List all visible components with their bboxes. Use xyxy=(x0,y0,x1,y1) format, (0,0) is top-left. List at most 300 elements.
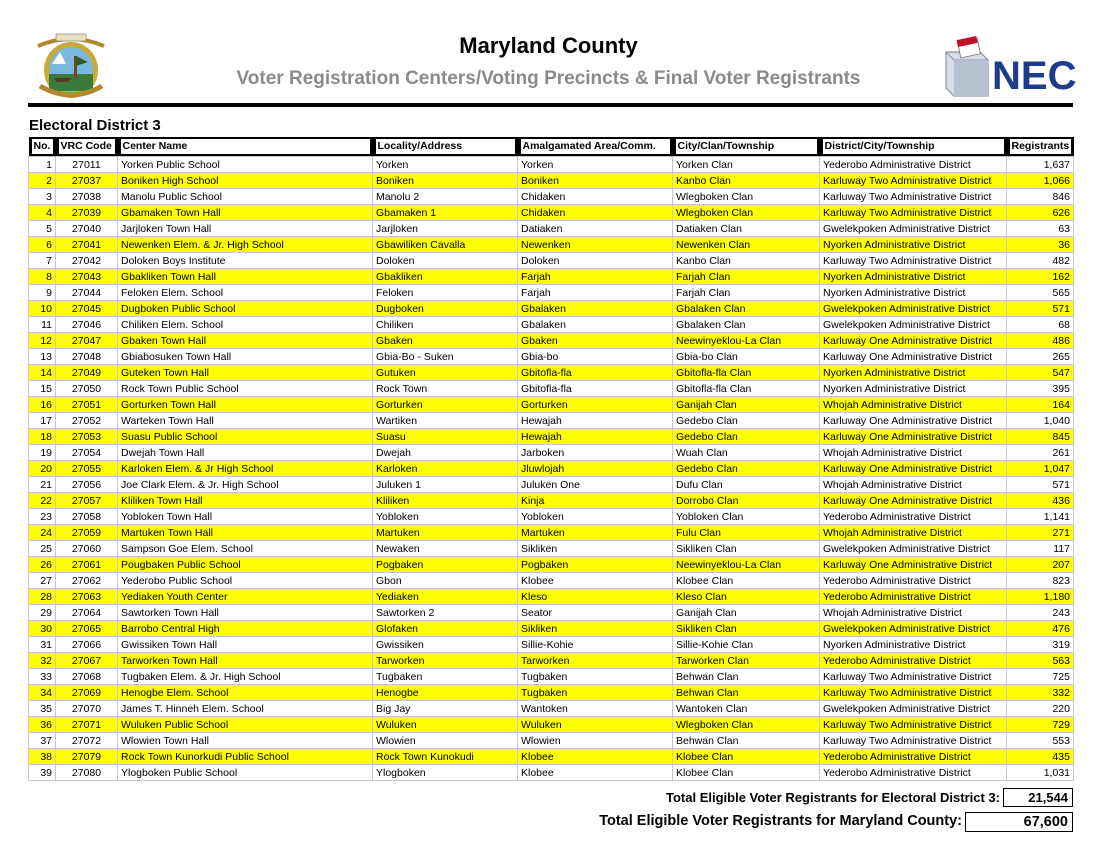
cell-clan: Sikliken Clan xyxy=(673,621,820,637)
cell-district: Nyorken Administrative District xyxy=(820,381,1007,397)
cell-reg: 626 xyxy=(1007,205,1074,221)
cell-clan: Farjah Clan xyxy=(673,285,820,301)
cell-area: Chidaken xyxy=(518,189,673,205)
cell-area: Yorken xyxy=(518,157,673,173)
cell-clan: Ganijah Clan xyxy=(673,397,820,413)
cell-locality: Juluken 1 xyxy=(373,477,518,493)
table-row xyxy=(29,205,1074,221)
table-row xyxy=(29,605,1074,621)
cell-clan: Neewinyeklou-La Clan xyxy=(673,333,820,349)
cell-locality: Dugboken xyxy=(373,301,518,317)
table-row xyxy=(29,717,1074,733)
cell-code: 27041 xyxy=(56,237,118,253)
table-row xyxy=(29,365,1074,381)
col-header-no: No. xyxy=(29,137,56,157)
cell-code: 27060 xyxy=(56,541,118,557)
cell-no: 23 xyxy=(29,509,56,525)
cell-clan: Dufu Clan xyxy=(673,477,820,493)
table-row xyxy=(29,381,1074,397)
cell-locality: Suasu xyxy=(373,429,518,445)
cell-code: 27070 xyxy=(56,701,118,717)
cell-area: Gbitofla-fla xyxy=(518,381,673,397)
cell-no: 17 xyxy=(29,413,56,429)
cell-area: Doloken xyxy=(518,253,673,269)
cell-code: 27056 xyxy=(56,477,118,493)
registration-table xyxy=(28,137,1074,781)
cell-no: 15 xyxy=(29,381,56,397)
cell-area: Newenken xyxy=(518,237,673,253)
cell-district: Karluway Two Administrative District xyxy=(820,189,1007,205)
cell-reg: 68 xyxy=(1007,317,1074,333)
cell-district: Karluway Two Administrative District xyxy=(820,685,1007,701)
cell-district: Nyorken Administrative District xyxy=(820,269,1007,285)
cell-center: Sampson Goe Elem. School xyxy=(118,541,373,557)
cell-area: Kleso xyxy=(518,589,673,605)
cell-locality: Martuken xyxy=(373,525,518,541)
county-total-label: Total Eligible Voter Registrants for Maryland County: xyxy=(599,813,962,829)
cell-area: Farjah xyxy=(518,269,673,285)
district-heading: Electoral District 3 xyxy=(29,117,161,134)
cell-reg: 1,066 xyxy=(1007,173,1074,189)
cell-center: Warteken Town Hall xyxy=(118,413,373,429)
cell-code: 27054 xyxy=(56,445,118,461)
cell-locality: Karloken xyxy=(373,461,518,477)
cell-code: 27038 xyxy=(56,189,118,205)
cell-no: 16 xyxy=(29,397,56,413)
cell-center: Rock Town Kunorkudi Public School xyxy=(118,749,373,765)
cell-no: 6 xyxy=(29,237,56,253)
cell-no: 26 xyxy=(29,557,56,573)
cell-center: Barrobo Central High xyxy=(118,621,373,637)
cell-center: Jarjloken Town Hall xyxy=(118,221,373,237)
table-row xyxy=(29,733,1074,749)
cell-reg: 243 xyxy=(1007,605,1074,621)
cell-locality: Wartiken xyxy=(373,413,518,429)
cell-clan: Wuah Clan xyxy=(673,445,820,461)
header-divider xyxy=(28,103,1073,107)
cell-locality: Chiliken xyxy=(373,317,518,333)
cell-no: 20 xyxy=(29,461,56,477)
cell-reg: 436 xyxy=(1007,493,1074,509)
cell-locality: Henogbe xyxy=(373,685,518,701)
cell-code: 27058 xyxy=(56,509,118,525)
cell-reg: 1,040 xyxy=(1007,413,1074,429)
table-row xyxy=(29,429,1074,445)
cell-locality: Gbaken xyxy=(373,333,518,349)
table-row xyxy=(29,157,1074,173)
table-row xyxy=(29,541,1074,557)
cell-code: 27049 xyxy=(56,365,118,381)
cell-reg: 319 xyxy=(1007,637,1074,653)
cell-center: Manolu Public School xyxy=(118,189,373,205)
cell-clan: Klobee Clan xyxy=(673,749,820,765)
cell-area: Wuluken xyxy=(518,717,673,733)
cell-no: 32 xyxy=(29,653,56,669)
cell-code: 27011 xyxy=(56,157,118,173)
cell-code: 27053 xyxy=(56,429,118,445)
cell-no: 14 xyxy=(29,365,56,381)
nec-logo xyxy=(940,32,1077,102)
cell-no: 34 xyxy=(29,685,56,701)
cell-area: Juluken One xyxy=(518,477,673,493)
cell-no: 13 xyxy=(29,349,56,365)
table-row xyxy=(29,685,1074,701)
cell-center: Tugbaken Elem. & Jr. High School xyxy=(118,669,373,685)
cell-clan: Gedebo Clan xyxy=(673,429,820,445)
cell-clan: Gedebo Clan xyxy=(673,413,820,429)
cell-district: Nyorken Administrative District xyxy=(820,285,1007,301)
cell-code: 27044 xyxy=(56,285,118,301)
cell-code: 27079 xyxy=(56,749,118,765)
cell-clan: Gbia-bo Clan xyxy=(673,349,820,365)
cell-area: Gbalaken xyxy=(518,301,673,317)
cell-district: Karluway One Administrative District xyxy=(820,413,1007,429)
cell-reg: 1,141 xyxy=(1007,509,1074,525)
cell-no: 36 xyxy=(29,717,56,733)
cell-clan: Ganijah Clan xyxy=(673,605,820,621)
cell-area: Yobloken xyxy=(518,509,673,525)
cell-no: 12 xyxy=(29,333,56,349)
cell-area: Wantoken xyxy=(518,701,673,717)
cell-code: 27055 xyxy=(56,461,118,477)
cell-no: 4 xyxy=(29,205,56,221)
cell-locality: Yorken xyxy=(373,157,518,173)
table-row xyxy=(29,461,1074,477)
cell-no: 5 xyxy=(29,221,56,237)
cell-reg: 476 xyxy=(1007,621,1074,637)
cell-center: Joe Clark Elem. & Jr. High School xyxy=(118,477,373,493)
cell-code: 27066 xyxy=(56,637,118,653)
cell-no: 8 xyxy=(29,269,56,285)
cell-locality: Glofaken xyxy=(373,621,518,637)
cell-no: 2 xyxy=(29,173,56,189)
cell-district: Gwelekpoken Administrative District xyxy=(820,301,1007,317)
col-header-vrc-code: VRC Code xyxy=(56,137,118,157)
cell-clan: Kanbo Clan xyxy=(673,253,820,269)
cell-code: 27072 xyxy=(56,733,118,749)
cell-center: Newenken Elem. & Jr. High School xyxy=(118,237,373,253)
cell-code: 27065 xyxy=(56,621,118,637)
cell-no: 25 xyxy=(29,541,56,557)
cell-clan: Sikliken Clan xyxy=(673,541,820,557)
cell-reg: 553 xyxy=(1007,733,1074,749)
cell-reg: 63 xyxy=(1007,221,1074,237)
cell-reg: 729 xyxy=(1007,717,1074,733)
cell-area: Tugbaken xyxy=(518,669,673,685)
cell-area: Wlowien xyxy=(518,733,673,749)
cell-locality: Newaken xyxy=(373,541,518,557)
district-total-label: Total Eligible Voter Registrants for Electoral District 3: xyxy=(666,790,1000,805)
cell-district: Karluway One Administrative District xyxy=(820,557,1007,573)
cell-code: 27064 xyxy=(56,605,118,621)
cell-area: Gbitofla-fla xyxy=(518,365,673,381)
cell-locality: Big Jay xyxy=(373,701,518,717)
cell-locality: Wlowien xyxy=(373,733,518,749)
cell-no: 21 xyxy=(29,477,56,493)
table-row xyxy=(29,221,1074,237)
cell-center: Dwejah Town Hall xyxy=(118,445,373,461)
cell-area: Sikliken xyxy=(518,621,673,637)
cell-center: James T. Hinneh Elem. School xyxy=(118,701,373,717)
cell-clan: Sillie-Kohie Clan xyxy=(673,637,820,653)
cell-clan: Tarworken Clan xyxy=(673,653,820,669)
cell-no: 31 xyxy=(29,637,56,653)
table-row xyxy=(29,285,1074,301)
cell-code: 27045 xyxy=(56,301,118,317)
cell-clan: Datiaken Clan xyxy=(673,221,820,237)
col-header-district: District/City/Township xyxy=(820,137,1007,157)
cell-area: Pogbaken xyxy=(518,557,673,573)
cell-code: 27043 xyxy=(56,269,118,285)
cell-code: 27051 xyxy=(56,397,118,413)
cell-reg: 265 xyxy=(1007,349,1074,365)
cell-center: Wlowien Town Hall xyxy=(118,733,373,749)
cell-reg: 823 xyxy=(1007,573,1074,589)
table-row xyxy=(29,573,1074,589)
cell-district: Karluway Two Administrative District xyxy=(820,205,1007,221)
cell-code: 27057 xyxy=(56,493,118,509)
cell-clan: Klobee Clan xyxy=(673,573,820,589)
cell-code: 27050 xyxy=(56,381,118,397)
cell-area: Boniken xyxy=(518,173,673,189)
cell-reg: 846 xyxy=(1007,189,1074,205)
cell-code: 27037 xyxy=(56,173,118,189)
cell-center: Henogbe Elem. School xyxy=(118,685,373,701)
cell-clan: Klobee Clan xyxy=(673,765,820,781)
cell-center: Gbiabosuken Town Hall xyxy=(118,349,373,365)
cell-locality: Yediaken xyxy=(373,589,518,605)
cell-clan: Kanbo Clan xyxy=(673,173,820,189)
cell-no: 24 xyxy=(29,525,56,541)
col-header-center-name: Center Name xyxy=(118,137,373,157)
table-row xyxy=(29,701,1074,717)
table-row xyxy=(29,301,1074,317)
cell-locality: Manolu 2 xyxy=(373,189,518,205)
page-subtitle: Voter Registration Centers/Voting Precincts & Final Voter Registrants xyxy=(236,68,861,89)
table-row xyxy=(29,237,1074,253)
cell-district: Yederobo Administrative District xyxy=(820,765,1007,781)
cell-no: 7 xyxy=(29,253,56,269)
cell-reg: 164 xyxy=(1007,397,1074,413)
table-row xyxy=(29,493,1074,509)
cell-locality: Wuluken xyxy=(373,717,518,733)
cell-center: Boniken High School xyxy=(118,173,373,189)
table-row xyxy=(29,189,1074,205)
cell-district: Gwelekpoken Administrative District xyxy=(820,541,1007,557)
cell-center: Gbaken Town Hall xyxy=(118,333,373,349)
cell-center: Tarworken Town Hall xyxy=(118,653,373,669)
cell-code: 27042 xyxy=(56,253,118,269)
cell-center: Yederobo Public School xyxy=(118,573,373,589)
table-row xyxy=(29,765,1074,781)
cell-district: Karluway One Administrative District xyxy=(820,429,1007,445)
cell-reg: 845 xyxy=(1007,429,1074,445)
cell-code: 27062 xyxy=(56,573,118,589)
cell-area: Klobee xyxy=(518,749,673,765)
cell-clan: Wlegboken Clan xyxy=(673,189,820,205)
cell-center: Gwissiken Town Hall xyxy=(118,637,373,653)
cell-code: 27068 xyxy=(56,669,118,685)
cell-locality: Ylogboken xyxy=(373,765,518,781)
cell-district: Whojah Administrative District xyxy=(820,477,1007,493)
cell-area: Klobee xyxy=(518,765,673,781)
cell-district: Yederobo Administrative District xyxy=(820,509,1007,525)
cell-no: 3 xyxy=(29,189,56,205)
cell-clan: Fulu Clan xyxy=(673,525,820,541)
cell-locality: Gbon xyxy=(373,573,518,589)
cell-code: 27040 xyxy=(56,221,118,237)
cell-area: Tarworken xyxy=(518,653,673,669)
table-row xyxy=(29,557,1074,573)
cell-center: Kliliken Town Hall xyxy=(118,493,373,509)
cell-district: Karluway Two Administrative District xyxy=(820,253,1007,269)
cell-reg: 271 xyxy=(1007,525,1074,541)
svg-text:NEC: NEC xyxy=(992,54,1077,98)
cell-center: Pougbaken Public School xyxy=(118,557,373,573)
cell-reg: 1,637 xyxy=(1007,157,1074,173)
table-row xyxy=(29,173,1074,189)
cell-district: Karluway Two Administrative District xyxy=(820,669,1007,685)
cell-clan: Gbalaken Clan xyxy=(673,317,820,333)
table-row xyxy=(29,637,1074,653)
cell-clan: Yobloken Clan xyxy=(673,509,820,525)
cell-locality: Gutuken xyxy=(373,365,518,381)
cell-reg: 435 xyxy=(1007,749,1074,765)
table-row xyxy=(29,349,1074,365)
cell-center: Gbamaken Town Hall xyxy=(118,205,373,221)
cell-reg: 207 xyxy=(1007,557,1074,573)
cell-area: Chidaken xyxy=(518,205,673,221)
cell-center: Sawtorken Town Hall xyxy=(118,605,373,621)
cell-center: Feloken Elem. School xyxy=(118,285,373,301)
cell-code: 27059 xyxy=(56,525,118,541)
cell-reg: 1,031 xyxy=(1007,765,1074,781)
cell-district: Nyorken Administrative District xyxy=(820,237,1007,253)
cell-center: Wuluken Public School xyxy=(118,717,373,733)
cell-district: Karluway One Administrative District xyxy=(820,493,1007,509)
cell-reg: 162 xyxy=(1007,269,1074,285)
cell-area: Farjah xyxy=(518,285,673,301)
cell-reg: 565 xyxy=(1007,285,1074,301)
page-title: Maryland County xyxy=(459,33,638,58)
cell-locality: Boniken xyxy=(373,173,518,189)
cell-area: Gbalaken xyxy=(518,317,673,333)
cell-no: 22 xyxy=(29,493,56,509)
cell-reg: 36 xyxy=(1007,237,1074,253)
cell-clan: Dorrobo Clan xyxy=(673,493,820,509)
table-row xyxy=(29,413,1074,429)
cell-center: Gbakliken Town Hall xyxy=(118,269,373,285)
cell-clan: Gbitofla-fla Clan xyxy=(673,365,820,381)
table-row xyxy=(29,525,1074,541)
cell-code: 27069 xyxy=(56,685,118,701)
cell-code: 27048 xyxy=(56,349,118,365)
cell-no: 27 xyxy=(29,573,56,589)
cell-district: Gwelekpoken Administrative District xyxy=(820,317,1007,333)
cell-no: 28 xyxy=(29,589,56,605)
cell-area: Martuken xyxy=(518,525,673,541)
cell-locality: Yobloken xyxy=(373,509,518,525)
cell-center: Dugboken Public School xyxy=(118,301,373,317)
cell-code: 27080 xyxy=(56,765,118,781)
cell-code: 27052 xyxy=(56,413,118,429)
cell-center: Yorken Public School xyxy=(118,157,373,173)
cell-reg: 220 xyxy=(1007,701,1074,717)
table-row xyxy=(29,621,1074,637)
cell-clan: Newenken Clan xyxy=(673,237,820,253)
cell-area: Gbia-bo xyxy=(518,349,673,365)
cell-code: 27061 xyxy=(56,557,118,573)
cell-clan: Wlegboken Clan xyxy=(673,717,820,733)
cell-reg: 482 xyxy=(1007,253,1074,269)
table-row xyxy=(29,669,1074,685)
cell-district: Gwelekpoken Administrative District xyxy=(820,701,1007,717)
cell-district: Whojah Administrative District xyxy=(820,605,1007,621)
cell-locality: Kliliken xyxy=(373,493,518,509)
cell-clan: Behwan Clan xyxy=(673,669,820,685)
cell-district: Whojah Administrative District xyxy=(820,525,1007,541)
cell-center: Suasu Public School xyxy=(118,429,373,445)
cell-locality: Tarworken xyxy=(373,653,518,669)
cell-code: 27063 xyxy=(56,589,118,605)
cell-area: Tugbaken xyxy=(518,685,673,701)
table-row xyxy=(29,445,1074,461)
cell-no: 39 xyxy=(29,765,56,781)
cell-reg: 261 xyxy=(1007,445,1074,461)
cell-area: Kinja xyxy=(518,493,673,509)
cell-clan: Behwan Clan xyxy=(673,733,820,749)
cell-area: Sikliken xyxy=(518,541,673,557)
table-row xyxy=(29,749,1074,765)
cell-center: Guteken Town Hall xyxy=(118,365,373,381)
cell-no: 30 xyxy=(29,621,56,637)
table-row xyxy=(29,253,1074,269)
cell-reg: 1,047 xyxy=(1007,461,1074,477)
col-header-registrants: Registrants xyxy=(1007,137,1074,157)
cell-no: 38 xyxy=(29,749,56,765)
cell-district: Yederobo Administrative District xyxy=(820,653,1007,669)
cell-locality: Dwejah xyxy=(373,445,518,461)
county-total-value: 67,600 xyxy=(965,812,1073,832)
cell-locality: Doloken xyxy=(373,253,518,269)
district-total-value: 21,544 xyxy=(1003,788,1073,807)
cell-reg: 547 xyxy=(1007,365,1074,381)
cell-area: Datiaken xyxy=(518,221,673,237)
cell-district: Yederobo Administrative District xyxy=(820,749,1007,765)
cell-center: Doloken Boys Institute xyxy=(118,253,373,269)
table-row xyxy=(29,269,1074,285)
cell-area: Jarboken xyxy=(518,445,673,461)
table-row xyxy=(29,333,1074,349)
cell-district: Whojah Administrative District xyxy=(820,397,1007,413)
cell-area: Sillie-Kohie xyxy=(518,637,673,653)
table-row xyxy=(29,397,1074,413)
cell-center: Rock Town Public School xyxy=(118,381,373,397)
table-row xyxy=(29,317,1074,333)
cell-code: 27071 xyxy=(56,717,118,733)
table-row xyxy=(29,653,1074,669)
cell-area: Gbaken xyxy=(518,333,673,349)
cell-center: Karloken Elem. & Jr High School xyxy=(118,461,373,477)
cell-center: Ylogboken Public School xyxy=(118,765,373,781)
table-row xyxy=(29,589,1074,605)
cell-district: Karluway One Administrative District xyxy=(820,333,1007,349)
cell-code: 27046 xyxy=(56,317,118,333)
cell-district: Karluway Two Administrative District xyxy=(820,733,1007,749)
cell-district: Yederobo Administrative District xyxy=(820,573,1007,589)
cell-area: Klobee xyxy=(518,573,673,589)
cell-district: Nyorken Administrative District xyxy=(820,365,1007,381)
